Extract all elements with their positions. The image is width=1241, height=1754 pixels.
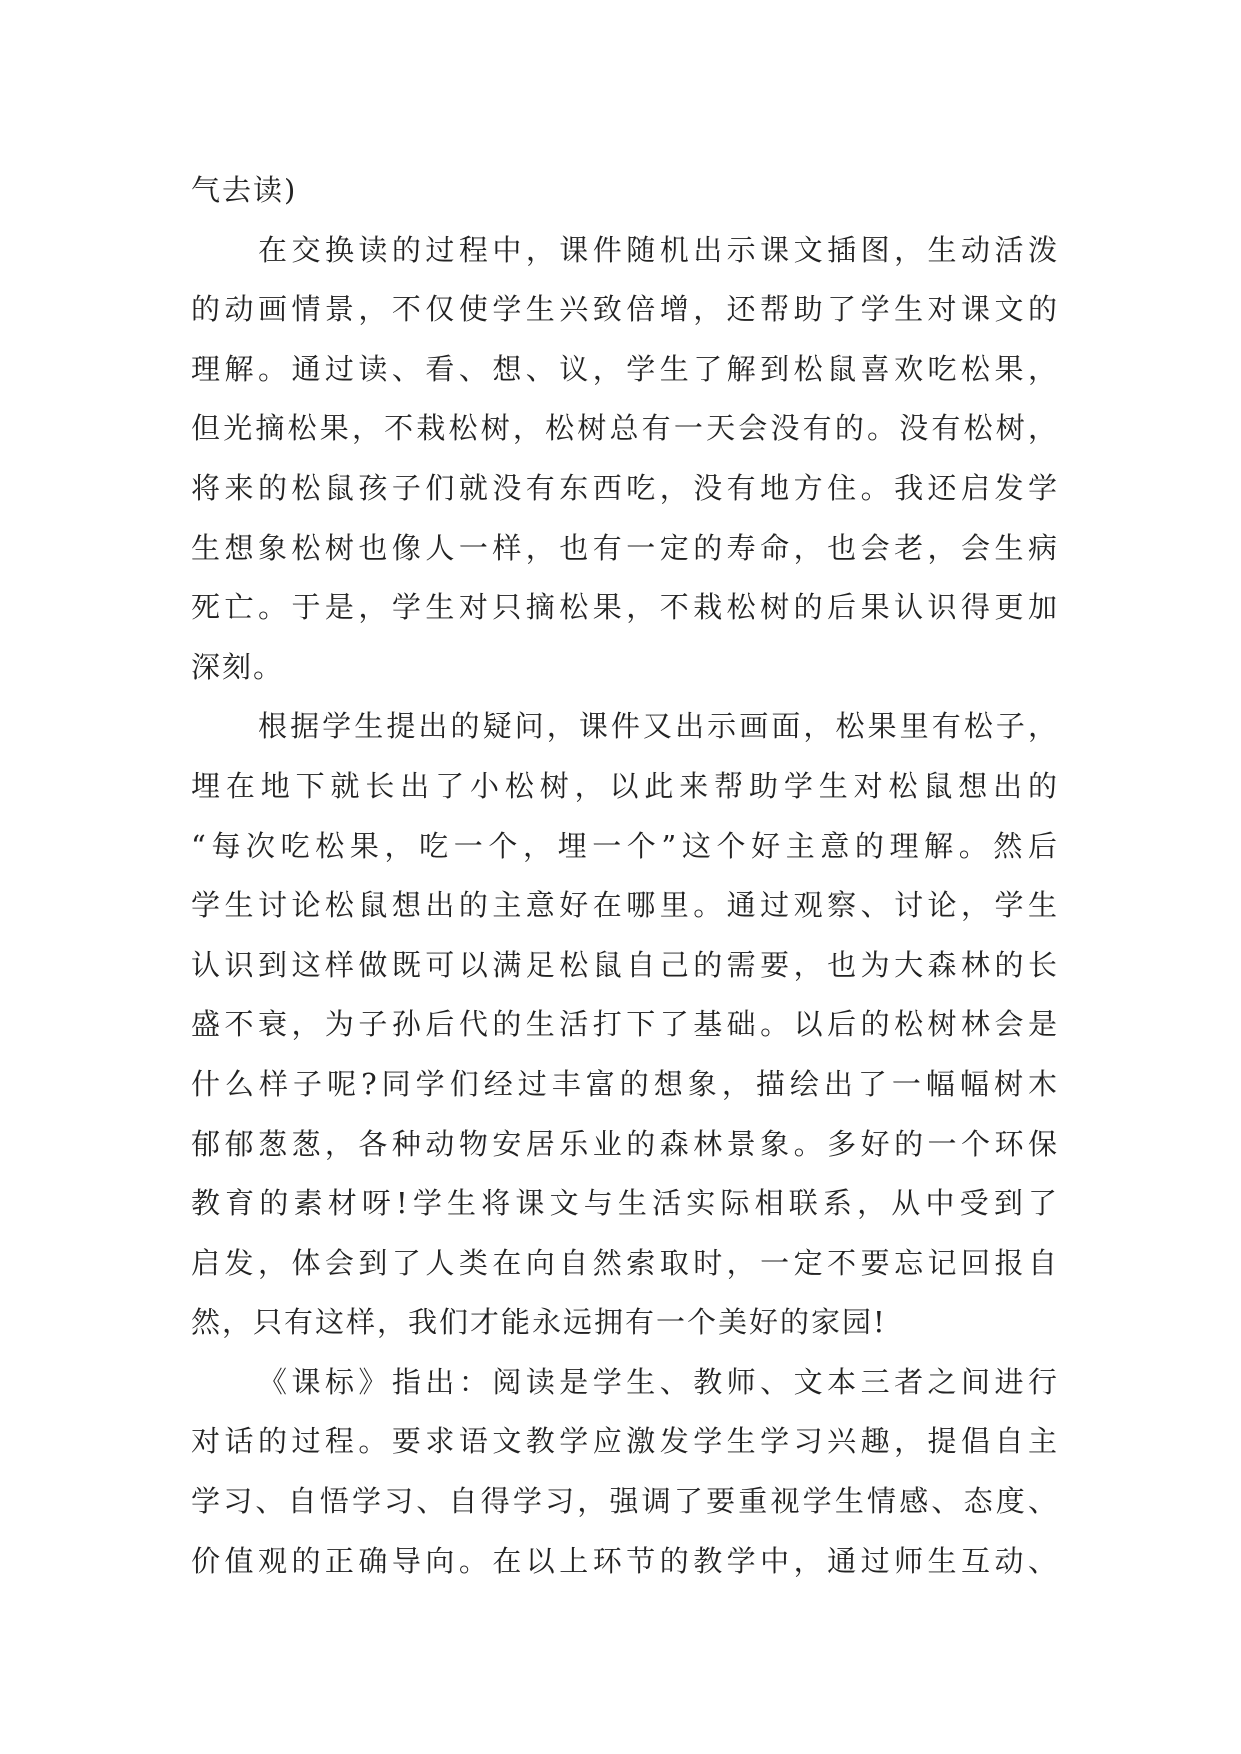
text-line: 启发，体会到了人类在向自然索取时，一定不要忘记回报自: [191, 1245, 1059, 1280]
text-line: 认识到这样做既可以满足松鼠自己的需要，也为大森林的长: [191, 947, 1059, 982]
text-line: 气去读): [191, 173, 298, 207]
text-line: 《课标》指出：阅读是学生、教师、文本三者之间进行: [258, 1364, 1059, 1399]
text-line: 郁郁葱葱，各种动物安居乐业的森林景象。多好的一个环保: [191, 1126, 1059, 1161]
text-line: 价值观的正确导向。在以上环节的教学中，通过师生互动、: [191, 1543, 1059, 1578]
text-line: 在交换读的过程中，课件随机出示课文插图，生动活泼: [258, 232, 1059, 267]
text-line: 生想象松树也像人一样，也有一定的寿命，也会老，会生病: [191, 530, 1059, 565]
text-line: 将来的松鼠孩子们就没有东西吃，没有地方住。我还启发学: [191, 470, 1059, 505]
text-line: “每次吃松果，吃一个，埋一个”这个好主意的理解。然后: [191, 828, 1059, 863]
text-line: 的动画情景，不仅使学生兴致倍增，还帮助了学生对课文的: [191, 292, 1059, 327]
text-line: 理解。通过读、看、想、议，学生了解到松鼠喜欢吃松果，: [191, 351, 1059, 386]
text-line: 教育的素材呀!学生将课文与生活实际相联系，从中受到了: [191, 1186, 1059, 1221]
text-line: 但光摘松果，不栽松树，松树总有一天会没有的。没有松树，: [191, 411, 1059, 446]
text-line: 根据学生提出的疑问，课件又出示画面，松果里有松子，: [258, 709, 1059, 744]
text-line: 然，只有这样，我们才能永远拥有一个美好的家园!: [191, 1305, 887, 1340]
document-body-text: [191, 161, 1059, 1591]
text-line: 死亡。于是，学生对只摘松果，不栽松树的后果认识得更加: [191, 590, 1059, 625]
text-line: 学习、自悟学习、自得学习，强调了要重视学生情感、态度、: [191, 1484, 1059, 1519]
text-line: 对话的过程。要求语文教学应激发学生学习兴趣，提倡自主: [191, 1424, 1059, 1459]
text-line: 盛不衰，为子孙后代的生活打下了基础。以后的松树林会是: [191, 1007, 1059, 1042]
text-line: 埋在地下就长出了小松树，以此来帮助学生对松鼠想出的: [191, 768, 1059, 803]
text-line: 什么样子呢?同学们经过丰富的想象，描绘出了一幅幅树木: [191, 1066, 1059, 1101]
text-line: 深刻。: [191, 649, 285, 684]
text-line: 学生讨论松鼠想出的主意好在哪里。通过观察、讨论，学生: [191, 888, 1059, 923]
